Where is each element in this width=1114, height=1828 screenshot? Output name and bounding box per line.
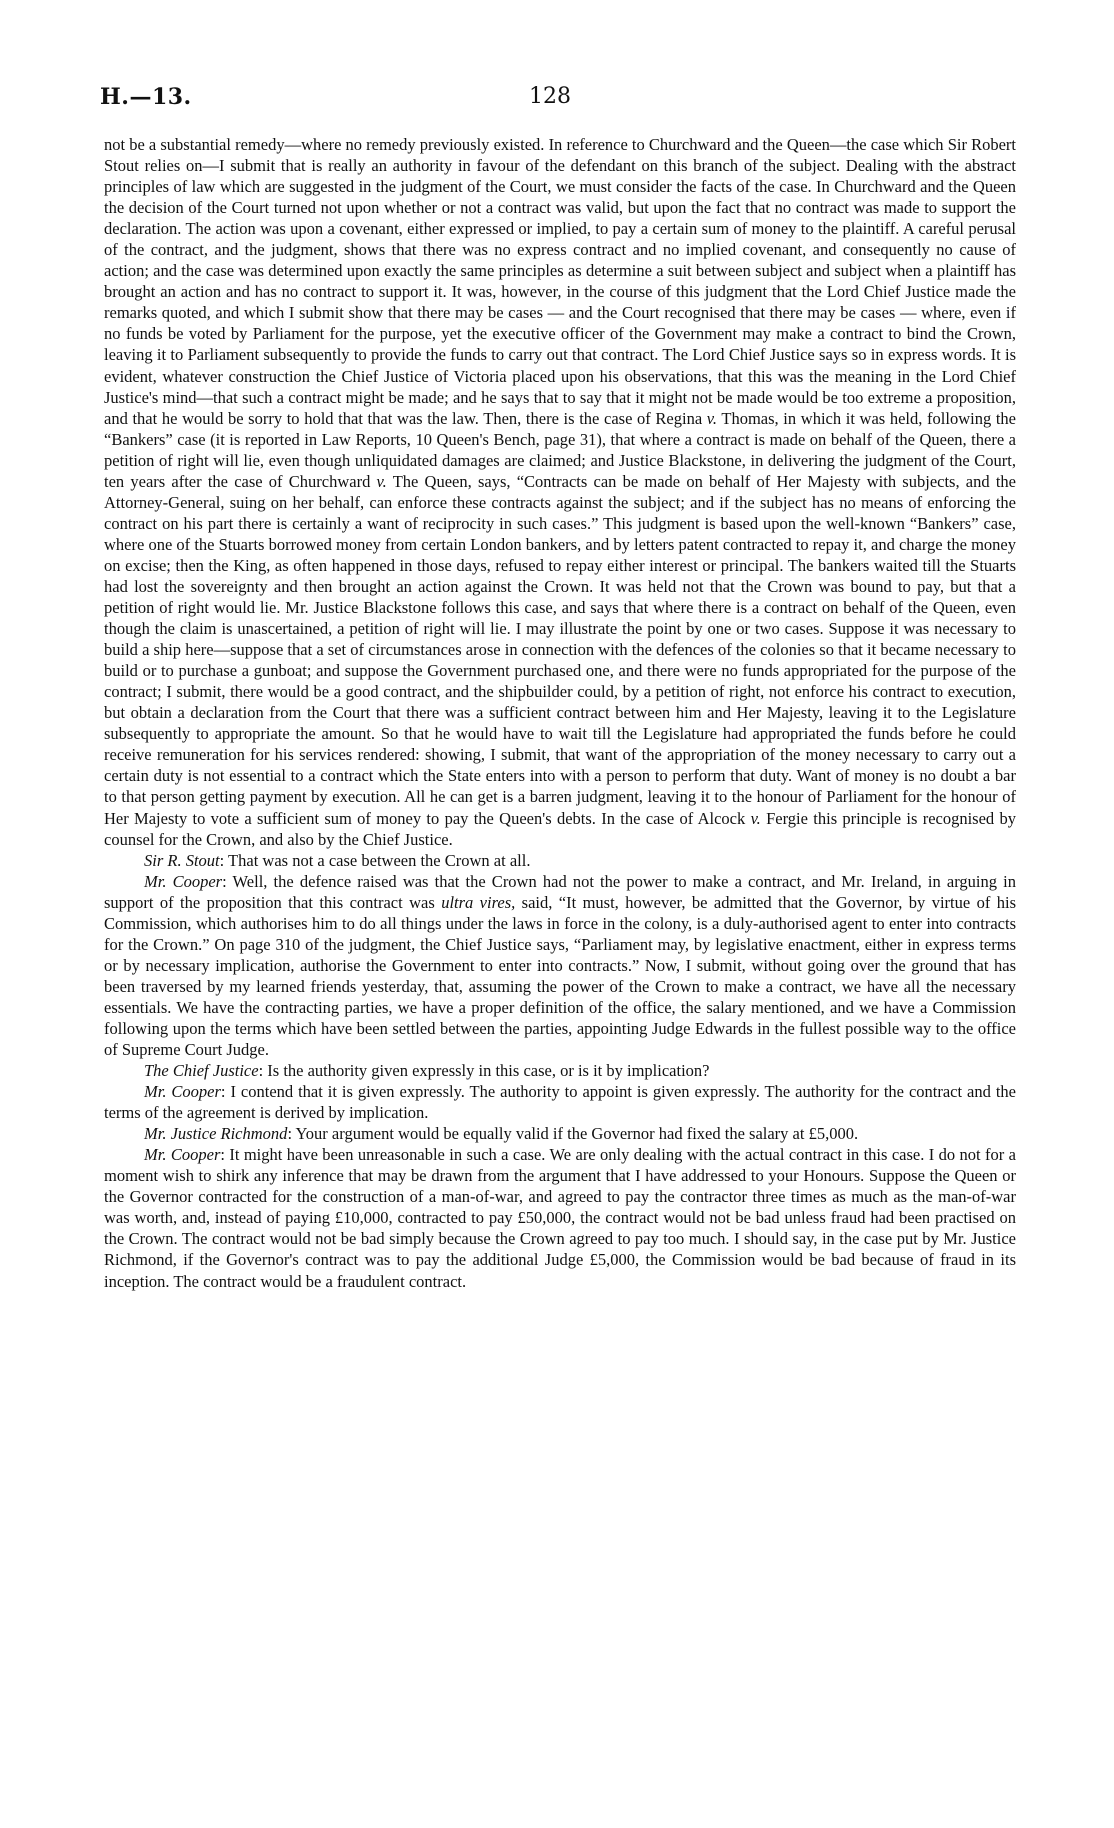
- versus-abbrev: v.: [750, 808, 761, 828]
- paragraph-2-text: : That was not a case between the Crown at all.: [219, 850, 531, 870]
- paragraph-6-text: : Your argument would be equally valid if the Governor had fixed the salary at £5,000.: [287, 1124, 859, 1144]
- speaker-name: Mr. Cooper: [144, 871, 223, 891]
- speaker-name: Sir R. Stout: [144, 850, 220, 870]
- versus-abbrev: v.: [376, 471, 387, 491]
- paragraph-1-text-a: not be a substantial remedy—where no remedy previously existed. In reference to Churchward and the Queen—the case which Sir Robert Stout relies on—I submit that is really an authority in favour of the defendant on this branch of the subject. Dealing with the abstract principles of law which are suggested in the judgment of the Court, we must consider the facts of the case. In Churchward and the Queen the decision of the Court turned not upon whether or not a contract was valid, but upon the fact that no contract was made to support the declaration. The action was upon a covenant, either expressed or implied, to pay a certain sum of money to the plaintiff. A careful perusal of the contract, and the judgment, shows that there was no express contract and no implied covenant, and consequently no cause of action; and the case was determined upon exactly the same principles as determine a suit between subject and subject when a plaintiff has brought an action and has no contract to support it. It was, however, in the course of this judgment that the Lord Chief Justice made the remarks quoted, and which I submit show that there may be cases — and the Court recognised that there may be cases — where, even if no funds be voted by Parliament for the purpose, yet the executive officer of the Government may make a contract to bind the Crown, leaving it to Parliament subsequently to provide the funds to carry out that contract. The Lord Chief Justice says so in express words. It is evident, whatever construction the Chief Justice of Victoria placed upon his observations, that this was the meaning in the Lord Chief Justice's mind—that such a contract might be made; and he says that to say that it might not be made would be too extreme a proposition, and that he would be sorry to hold that that was the law. Then, there is the case of Regina: [104, 135, 1016, 428]
- paragraph-1-text-b: Thomas, in which it was held, following the “Bankers” case (it is reported in Law Reports, 10 Queen's Bench, page 31), that where a contract is made on behalf of the Queen, there a petition of right will lie, even though unliquidated damages are claimed; and Justice Blackstone, in delivering the judgment of the Court, ten years after the case of Churchward: [104, 408, 1016, 491]
- paragraph-1-text-d: Fergie this principle is recognised by counsel for the Crown, and also by the Chief Justice.: [104, 808, 1016, 849]
- paragraph-4: [104, 1060, 1016, 1081]
- paragraph-3-text-a: : Well, the defence raised was that the Crown had not the power to make a contract, and Mr. Ireland, in arguing in support of the proposition that this contract was: [104, 871, 1016, 912]
- paragraph-1: [104, 134, 1016, 850]
- paragraph-7: [104, 1144, 1016, 1291]
- paragraph-6: [104, 1123, 1016, 1144]
- paragraph-1-text-c: The Queen, says, “Contracts can be made on behalf of Her Majesty with subjects, and the Attorney-General, suing on her behalf, can enforce these contracts against the subject; and if the subject has no means of enforcing the contract on his part there is certainly a want of reciprocity in such cases.” This judgment is based upon the well-known “Bankers” case, where one of the Stuarts borrowed money from certain London bankers, and by letters patent contracted to repay it, and charge the money on excise; then the King, as often happened in those days, refused to repay either interest or principal. The bankers waited till the Stuarts had lost the sovereignty and then brought an action against the Crown. It was held not that the Crown was bound to pay, but that a petition of right would lie. Mr. Justice Blackstone follows this case, and says that where there is a contract on behalf of the Queen, even though the claim is unascertained, a petition of right will lie. I may illustrate the point by one or two cases. Suppose it was necessary to build a ship here—suppose that a set of circumstances arose in connection with the defences of the colonies so that it became necessary to build or to purchase a gunboat; and suppose the Government purchased one, and there were no funds appropriated for the purpose of the contract; I submit, there would be a good contract, and the shipbuilder could, by a petition of right, not enforce his contract to execution, but obtain a declaration from the Court that there was a sufficient contract between him and Her Majesty, leaving it to the Legislature subsequently to appropriate the amount. So that he would have to wait till the Legislature had appropriated the funds before he could receive remuneration for his services rendered: showing, I submit, that want of the appropriation of the money necessary to carry out a certain duty is not essential to a contract which the State enters into with a person to perform that duty. Want of money is no doubt a bar to that person getting payment by execution. All he can get is a barren judgment, leaving it to the honour of Parliament for the honour of Her Majesty to vote a sufficient sum of money to pay the Queen's debts. In the case of Alcock: [104, 471, 1016, 828]
- speaker-name: Mr. Cooper: [144, 1145, 221, 1165]
- body-text: [104, 134, 1016, 1292]
- paragraph-2: [104, 850, 1016, 871]
- speaker-name: The Chief Justice: [144, 1061, 259, 1081]
- versus-abbrev: v.: [706, 408, 718, 428]
- paragraph-4-text: : Is the authority given expressly in this case, or is it by implication?: [258, 1061, 710, 1081]
- paragraph-3-text-b: said, “It must, however, be admitted that the Governor, by virtue of his Commission, which authorises him to do all things under the laws in force in the colony, is a duly-authorised agent to enter into contracts for the Crown.” On page 310 of the judgment, the Chief Justice says, “Parliament may, by legislative enactment, either in express terms or by necessary implication, authorise the Government to enter into contracts.” Now, I submit, without going over the ground that has been traversed by my learned friends yesterday, that, assuming the power of the Crown to make a contract, we have all the necessary essentials. We have the contracting parties, we have a proper definition of the office, the salary mentioned, and we have a Commission following upon the terms which have been settled between the parties, appointing Judge Edwards in the fullest possible way to the office of Supreme Court Judge.: [104, 892, 1017, 1060]
- latin-phrase: ultra vires,: [441, 892, 516, 912]
- paragraph-5: [104, 1081, 1016, 1123]
- paragraph-3: [104, 871, 1016, 1060]
- paragraph-5-text: : I contend that it is given expressly. The authority to appoint is given expressly. The authority for the contract and the terms of the agreement is derived by implication.: [104, 1082, 1016, 1123]
- speaker-name: Mr. Cooper: [144, 1082, 221, 1102]
- paragraph-7-text: : It might have been unreasonable in such a case. We are only dealing with the actual contract in this case. I do not for a moment wish to shirk any inference that may be drawn from the argument that I have addressed to your Honours. Suppose the Queen or the Governor contracted for the construction of a man-of-war, and agreed to pay the contractor three times as much as the man-of-war was worth, and, instead of paying £10,000, contracted to pay £50,000, the contract would not be bad unless fraud had been practised on the Crown. The contract would not be bad simply because the Crown agreed to pay too much. I should say, in the case put by Mr. Justice Richmond, if the Governor's contract was to pay the additional Judge £5,000, the Commission would be bad because of fraud in its inception. The contract would be a fraudulent contract.: [104, 1145, 1016, 1291]
- speaker-name: Mr. Justice Richmond: [144, 1124, 288, 1144]
- page-number: 128: [529, 84, 571, 109]
- document-reference: H.—13.: [100, 84, 192, 110]
